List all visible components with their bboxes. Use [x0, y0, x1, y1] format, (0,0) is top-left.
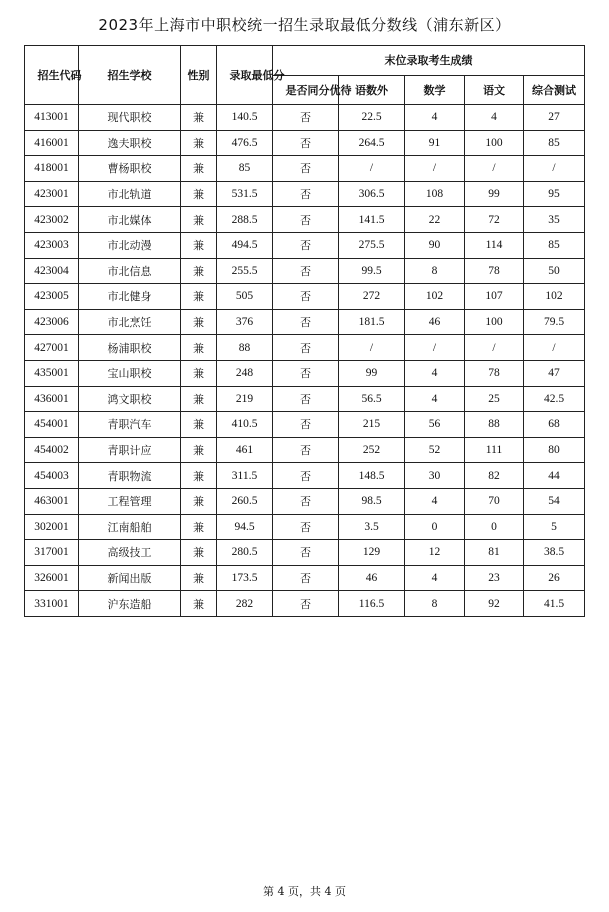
cell-chinese: 81 [465, 540, 524, 566]
cell-min-score: 288.5 [217, 207, 273, 233]
cell-school: 市北动漫 [79, 232, 181, 258]
table-row [25, 232, 585, 258]
cell-chinese: 114 [465, 232, 524, 258]
cell-code: 326001 [25, 565, 79, 591]
cell-priority: 否 [273, 386, 339, 412]
cell-comprehensive: 47 [524, 360, 585, 386]
cell-school: 青职物流 [79, 463, 181, 489]
cell-lang-math-foreign: 99.5 [339, 258, 405, 284]
cell-school: 鸿文职校 [79, 386, 181, 412]
cell-chinese: 70 [465, 488, 524, 514]
cell-comprehensive: / [524, 335, 585, 361]
cell-priority: 否 [273, 105, 339, 131]
cell-lang-math-foreign: 3.5 [339, 514, 405, 540]
cell-lang-math-foreign: / [339, 335, 405, 361]
cell-priority: 否 [273, 540, 339, 566]
cell-school: 逸夫职校 [79, 130, 181, 156]
cell-code: 413001 [25, 105, 79, 131]
cell-chinese: 92 [465, 591, 524, 617]
cell-lang-math-foreign: 252 [339, 437, 405, 463]
cell-chinese: 107 [465, 284, 524, 310]
cell-chinese: 111 [465, 437, 524, 463]
header-priority-label: 是否同分优待 [285, 83, 352, 97]
cell-comprehensive: 44 [524, 463, 585, 489]
header-lang-math-foreign: 语数外 [339, 76, 405, 105]
cell-min-score: 282 [217, 591, 273, 617]
cell-school: 工程管理 [79, 488, 181, 514]
cell-gender: 兼 [181, 232, 217, 258]
header-math: 数学 [405, 76, 465, 105]
cell-priority: 否 [273, 232, 339, 258]
cell-min-score: 461 [217, 437, 273, 463]
cell-priority: 否 [273, 309, 339, 335]
cell-min-score: 476.5 [217, 130, 273, 156]
cell-priority: 否 [273, 181, 339, 207]
cell-chinese: 78 [465, 360, 524, 386]
cell-school: 江南船舶 [79, 514, 181, 540]
cell-priority: 否 [273, 591, 339, 617]
header-code-label: 招生代码 [37, 68, 82, 82]
cell-school: 青职计应 [79, 437, 181, 463]
cell-school: 沪东造船 [79, 591, 181, 617]
table-row [25, 386, 585, 412]
table-row [25, 412, 585, 438]
cell-school: 新闻出版 [79, 565, 181, 591]
cell-priority: 否 [273, 335, 339, 361]
cell-lang-math-foreign: 272 [339, 284, 405, 310]
cell-priority: 否 [273, 412, 339, 438]
cell-lang-math-foreign: 22.5 [339, 105, 405, 131]
cell-school: 市北媒体 [79, 207, 181, 233]
table-row [25, 488, 585, 514]
cell-priority: 否 [273, 130, 339, 156]
cell-min-score: 505 [217, 284, 273, 310]
cell-math: 108 [405, 181, 465, 207]
cell-min-score: 376 [217, 309, 273, 335]
cell-gender: 兼 [181, 386, 217, 412]
admission-score-table [24, 45, 585, 617]
cell-math: 8 [405, 258, 465, 284]
cell-min-score: 311.5 [217, 463, 273, 489]
cell-lang-math-foreign: 98.5 [339, 488, 405, 514]
cell-lang-math-foreign: 99 [339, 360, 405, 386]
cell-chinese: 99 [465, 181, 524, 207]
cell-chinese: 72 [465, 207, 524, 233]
table-row [25, 258, 585, 284]
cell-chinese: 25 [465, 386, 524, 412]
cell-lang-math-foreign: 181.5 [339, 309, 405, 335]
table-row [25, 591, 585, 617]
cell-gender: 兼 [181, 437, 217, 463]
cell-priority: 否 [273, 207, 339, 233]
header-code [25, 46, 82, 105]
cell-school: 杨浦职校 [79, 335, 181, 361]
cell-lang-math-foreign: 264.5 [339, 130, 405, 156]
cell-lang-math-foreign: / [339, 156, 405, 182]
header-chinese: 语文 [465, 76, 524, 105]
cell-gender: 兼 [181, 130, 217, 156]
header-gender: 性别 [181, 46, 217, 105]
header-min-score [217, 46, 285, 105]
cell-lang-math-foreign: 148.5 [339, 463, 405, 489]
cell-school: 青职汽车 [79, 412, 181, 438]
cell-lang-math-foreign: 141.5 [339, 207, 405, 233]
table-row [25, 565, 585, 591]
cell-chinese: 23 [465, 565, 524, 591]
cell-comprehensive: 41.5 [524, 591, 585, 617]
cell-math: 56 [405, 412, 465, 438]
cell-code: 302001 [25, 514, 79, 540]
cell-gender: 兼 [181, 309, 217, 335]
cell-min-score: 260.5 [217, 488, 273, 514]
cell-math: / [405, 156, 465, 182]
cell-gender: 兼 [181, 591, 217, 617]
cell-comprehensive: 80 [524, 437, 585, 463]
cell-lang-math-foreign: 116.5 [339, 591, 405, 617]
cell-gender: 兼 [181, 335, 217, 361]
cell-gender: 兼 [181, 412, 217, 438]
cell-comprehensive: 38.5 [524, 540, 585, 566]
page-title: 2023年上海市中职校统一招生录取最低分数线（浦东新区） [98, 16, 511, 34]
cell-code: 423001 [25, 181, 79, 207]
table-row [25, 463, 585, 489]
cell-math: 52 [405, 437, 465, 463]
cell-chinese: 88 [465, 412, 524, 438]
cell-comprehensive: 35 [524, 207, 585, 233]
header-comprehensive: 综合测试 [524, 76, 585, 105]
cell-gender: 兼 [181, 105, 217, 131]
cell-math: / [405, 335, 465, 361]
cell-gender: 兼 [181, 181, 217, 207]
cell-school: 宝山职校 [79, 360, 181, 386]
cell-code: 436001 [25, 386, 79, 412]
cell-priority: 否 [273, 514, 339, 540]
cell-priority: 否 [273, 284, 339, 310]
cell-code: 331001 [25, 591, 79, 617]
cell-min-score: 94.5 [217, 514, 273, 540]
cell-min-score: 219 [217, 386, 273, 412]
cell-priority: 否 [273, 258, 339, 284]
cell-gender: 兼 [181, 540, 217, 566]
cell-code: 418001 [25, 156, 79, 182]
cell-gender: 兼 [181, 156, 217, 182]
cell-math: 0 [405, 514, 465, 540]
cell-min-score: 140.5 [217, 105, 273, 131]
cell-min-score: 85 [217, 156, 273, 182]
cell-comprehensive: 54 [524, 488, 585, 514]
cell-math: 90 [405, 232, 465, 258]
cell-math: 46 [405, 309, 465, 335]
cell-lang-math-foreign: 46 [339, 565, 405, 591]
cell-lang-math-foreign: 306.5 [339, 181, 405, 207]
cell-code: 317001 [25, 540, 79, 566]
table-row [25, 207, 585, 233]
cell-code: 454001 [25, 412, 79, 438]
header-school: 招生学校 [79, 46, 181, 105]
cell-gender: 兼 [181, 463, 217, 489]
cell-min-score: 531.5 [217, 181, 273, 207]
cell-comprehensive: 26 [524, 565, 585, 591]
cell-school: 市北健身 [79, 284, 181, 310]
cell-min-score: 280.5 [217, 540, 273, 566]
cell-math: 12 [405, 540, 465, 566]
cell-math: 30 [405, 463, 465, 489]
table-row [25, 437, 585, 463]
page-footer: 第 4 页，共 4 页 [263, 885, 346, 898]
cell-code: 423006 [25, 309, 79, 335]
cell-chinese: 100 [465, 309, 524, 335]
cell-math: 91 [405, 130, 465, 156]
cell-code: 435001 [25, 360, 79, 386]
cell-math: 4 [405, 565, 465, 591]
cell-priority: 否 [273, 360, 339, 386]
cell-code: 423003 [25, 232, 79, 258]
cell-chinese: 4 [465, 105, 524, 131]
cell-chinese: 0 [465, 514, 524, 540]
cell-code: 416001 [25, 130, 79, 156]
table-row [25, 130, 585, 156]
cell-chinese: / [465, 156, 524, 182]
cell-code: 423005 [25, 284, 79, 310]
cell-priority: 否 [273, 463, 339, 489]
cell-priority: 否 [273, 437, 339, 463]
table-body [25, 105, 585, 617]
cell-gender: 兼 [181, 488, 217, 514]
table-row [25, 309, 585, 335]
cell-lang-math-foreign: 215 [339, 412, 405, 438]
cell-code: 463001 [25, 488, 79, 514]
cell-lang-math-foreign: 275.5 [339, 232, 405, 258]
cell-math: 4 [405, 360, 465, 386]
cell-chinese: / [465, 335, 524, 361]
cell-code: 454002 [25, 437, 79, 463]
cell-math: 4 [405, 386, 465, 412]
cell-math: 22 [405, 207, 465, 233]
cell-gender: 兼 [181, 360, 217, 386]
table-row [25, 335, 585, 361]
cell-min-score: 88 [217, 335, 273, 361]
table-row [25, 181, 585, 207]
cell-min-score: 255.5 [217, 258, 273, 284]
cell-comprehensive: 27 [524, 105, 585, 131]
cell-math: 8 [405, 591, 465, 617]
cell-gender: 兼 [181, 207, 217, 233]
cell-min-score: 494.5 [217, 232, 273, 258]
table-row [25, 156, 585, 182]
cell-school: 曹杨职校 [79, 156, 181, 182]
cell-code: 423004 [25, 258, 79, 284]
cell-math: 4 [405, 488, 465, 514]
cell-code: 454003 [25, 463, 79, 489]
cell-min-score: 410.5 [217, 412, 273, 438]
cell-comprehensive: 50 [524, 258, 585, 284]
cell-chinese: 82 [465, 463, 524, 489]
cell-lang-math-foreign: 129 [339, 540, 405, 566]
cell-school: 市北信息 [79, 258, 181, 284]
cell-comprehensive: 68 [524, 412, 585, 438]
cell-gender: 兼 [181, 258, 217, 284]
cell-priority: 否 [273, 488, 339, 514]
cell-min-score: 173.5 [217, 565, 273, 591]
cell-school: 现代职校 [79, 105, 181, 131]
cell-gender: 兼 [181, 565, 217, 591]
cell-priority: 否 [273, 565, 339, 591]
cell-school: 高级技工 [79, 540, 181, 566]
cell-comprehensive: 85 [524, 232, 585, 258]
header-min-score-label: 录取最低分 [229, 68, 285, 82]
cell-priority: 否 [273, 156, 339, 182]
table-row [25, 540, 585, 566]
cell-school: 市北轨道 [79, 181, 181, 207]
cell-math: 4 [405, 105, 465, 131]
table-row [25, 284, 585, 310]
cell-gender: 兼 [181, 284, 217, 310]
cell-comprehensive: 102 [524, 284, 585, 310]
cell-math: 102 [405, 284, 465, 310]
cell-comprehensive: 95 [524, 181, 585, 207]
cell-comprehensive: 5 [524, 514, 585, 540]
cell-school: 市北烹饪 [79, 309, 181, 335]
header-last-group: 末位录取考生成绩 [273, 46, 585, 76]
cell-code: 427001 [25, 335, 79, 361]
cell-comprehensive: 79.5 [524, 309, 585, 335]
table-row [25, 105, 585, 131]
table-row [25, 360, 585, 386]
cell-comprehensive: / [524, 156, 585, 182]
cell-lang-math-foreign: 56.5 [339, 386, 405, 412]
cell-chinese: 100 [465, 130, 524, 156]
cell-gender: 兼 [181, 514, 217, 540]
cell-chinese: 78 [465, 258, 524, 284]
cell-min-score: 248 [217, 360, 273, 386]
cell-comprehensive: 42.5 [524, 386, 585, 412]
cell-code: 423002 [25, 207, 79, 233]
table-row [25, 514, 585, 540]
cell-comprehensive: 85 [524, 130, 585, 156]
